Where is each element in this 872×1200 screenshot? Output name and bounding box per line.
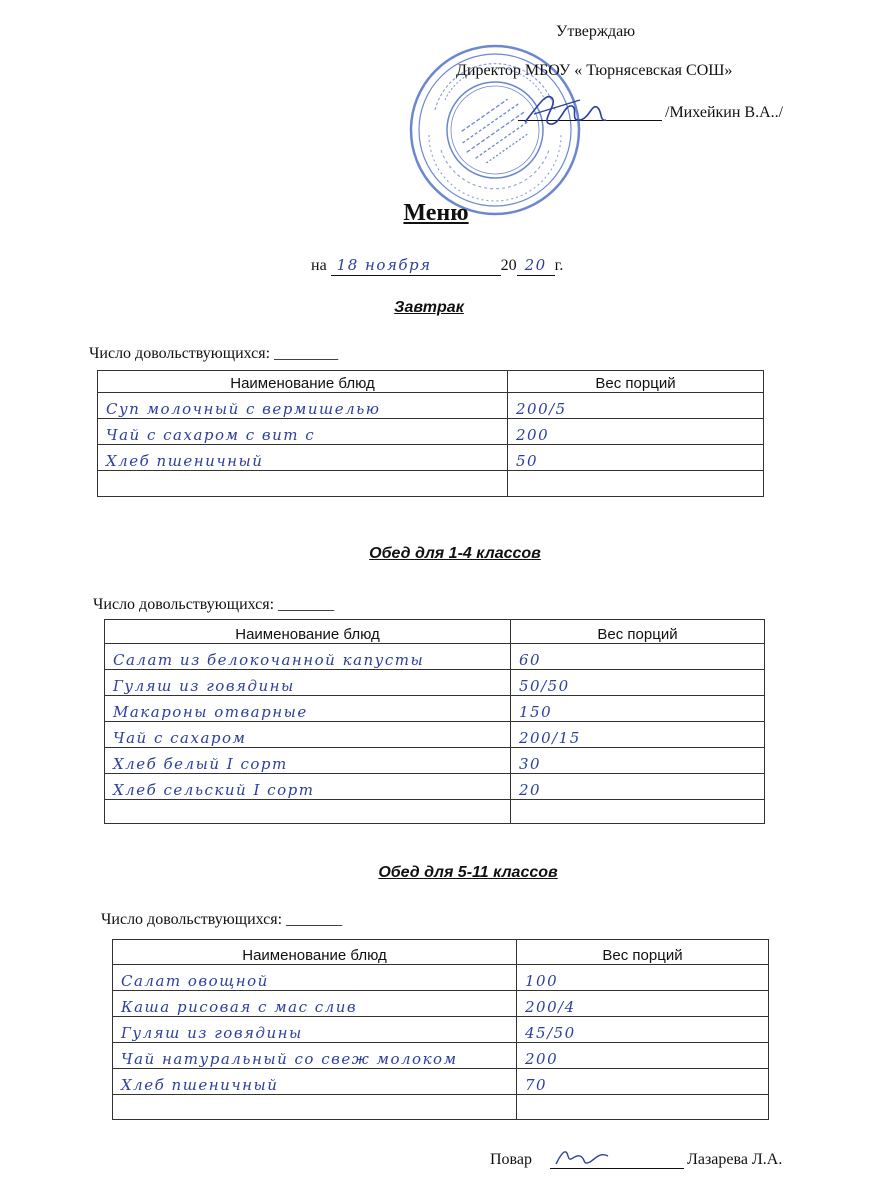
dish-weight: 200 bbox=[517, 1043, 769, 1069]
table-row bbox=[113, 965, 769, 991]
page-title: Меню bbox=[403, 200, 469, 226]
count-label-lunch-5-11: Число довольствующихся: _______ bbox=[101, 911, 343, 928]
dish-name: Чай с сахаром с вит с bbox=[98, 419, 508, 445]
signature-name: /Михейкин В.А../ bbox=[665, 104, 784, 121]
table-row bbox=[113, 1043, 769, 1069]
table-row bbox=[113, 1095, 769, 1120]
table-row bbox=[98, 445, 764, 471]
director-line: Директор МБОУ « Тюрнясевская СОШ» bbox=[456, 62, 733, 79]
col-header-weight: Вес порций bbox=[511, 620, 765, 644]
section-title-lunch-1-4: Обед для 1-4 классов bbox=[369, 545, 541, 562]
dish-weight: 45/50 bbox=[517, 1017, 769, 1043]
col-header-weight: Вес порций bbox=[508, 371, 764, 393]
menu-table-lunch-5-11 bbox=[112, 939, 769, 1120]
section-title-lunch-5-11: Обед для 5-11 классов bbox=[378, 864, 558, 881]
count-label-lunch-1-4: Число довольствующихся: _______ bbox=[93, 596, 335, 613]
menu-table-breakfast bbox=[97, 370, 764, 497]
dish-weight: 60 bbox=[511, 644, 765, 670]
col-header-name: Наименование блюд bbox=[113, 940, 517, 965]
dish-name: Макароны отварные bbox=[105, 696, 511, 722]
dish-name: Хлеб сельский I сорт bbox=[105, 774, 511, 800]
table-row bbox=[98, 393, 764, 419]
table-row bbox=[98, 471, 764, 497]
dish-weight bbox=[511, 800, 765, 824]
count-label-breakfast: Число довольствующихся: ________ bbox=[89, 345, 339, 362]
col-header-weight: Вес порций bbox=[517, 940, 769, 965]
director-signature bbox=[520, 86, 610, 134]
dish-weight: 30 bbox=[511, 748, 765, 774]
col-header-name: Наименование блюд bbox=[98, 371, 508, 393]
table-row bbox=[105, 800, 765, 824]
cook-label: Повар bbox=[490, 1151, 532, 1168]
date-year-prefix: 20 bbox=[500, 257, 517, 274]
dish-name: Чай с сахаром bbox=[105, 722, 511, 748]
section-title-breakfast: Завтрак bbox=[394, 299, 464, 316]
table-row bbox=[113, 991, 769, 1017]
table-row bbox=[105, 696, 765, 722]
dish-weight: 100 bbox=[517, 965, 769, 991]
cook-signature bbox=[552, 1144, 612, 1170]
menu-table-lunch-1-4 bbox=[104, 619, 765, 824]
dish-name: Салат из белокочанной капусты bbox=[105, 644, 511, 670]
dish-name bbox=[113, 1095, 517, 1120]
cook-name: Лазарева Л.А. bbox=[687, 1151, 783, 1168]
table-row bbox=[113, 1069, 769, 1095]
dish-name: Суп молочный с вермишелью bbox=[98, 393, 508, 419]
date-line bbox=[311, 256, 563, 276]
dish-name: Салат овощной bbox=[113, 965, 517, 991]
dish-name: Чай натуральный со свеж молоком bbox=[113, 1043, 517, 1069]
dish-weight: 200 bbox=[508, 419, 764, 445]
dish-name: Хлеб белый I сорт bbox=[105, 748, 511, 774]
dish-name bbox=[105, 800, 511, 824]
approve-label: Утверждаю bbox=[556, 23, 636, 40]
dish-name bbox=[98, 471, 508, 497]
table-row bbox=[105, 748, 765, 774]
table-row bbox=[105, 670, 765, 696]
dish-weight: 20 bbox=[511, 774, 765, 800]
dish-weight: 200/15 bbox=[511, 722, 765, 748]
date-suffix: г. bbox=[554, 257, 564, 274]
dish-weight: 70 bbox=[517, 1069, 769, 1095]
dish-name: Хлеб пшеничный bbox=[113, 1069, 517, 1095]
date-year-suffix: 20 bbox=[524, 256, 547, 274]
table-row bbox=[105, 722, 765, 748]
dish-name: Гуляш из говядины bbox=[113, 1017, 517, 1043]
dish-weight: 200/4 bbox=[517, 991, 769, 1017]
dish-name: Хлеб пшеничный bbox=[98, 445, 508, 471]
dish-weight bbox=[517, 1095, 769, 1120]
dish-name: Каша рисовая с мас слив bbox=[113, 991, 517, 1017]
table-row bbox=[113, 1017, 769, 1043]
table-row bbox=[105, 644, 765, 670]
dish-name: Гуляш из говядины bbox=[105, 670, 511, 696]
date-prefix: на bbox=[311, 257, 327, 274]
dish-weight: 150 bbox=[511, 696, 765, 722]
dish-weight: 50/50 bbox=[511, 670, 765, 696]
dish-weight: 50 bbox=[508, 445, 764, 471]
dish-weight: 200/5 bbox=[508, 393, 764, 419]
col-header-name: Наименование блюд bbox=[105, 620, 511, 644]
table-row bbox=[98, 419, 764, 445]
date-day-month: 18 ноября bbox=[336, 256, 432, 274]
table-row bbox=[105, 774, 765, 800]
dish-weight bbox=[508, 471, 764, 497]
